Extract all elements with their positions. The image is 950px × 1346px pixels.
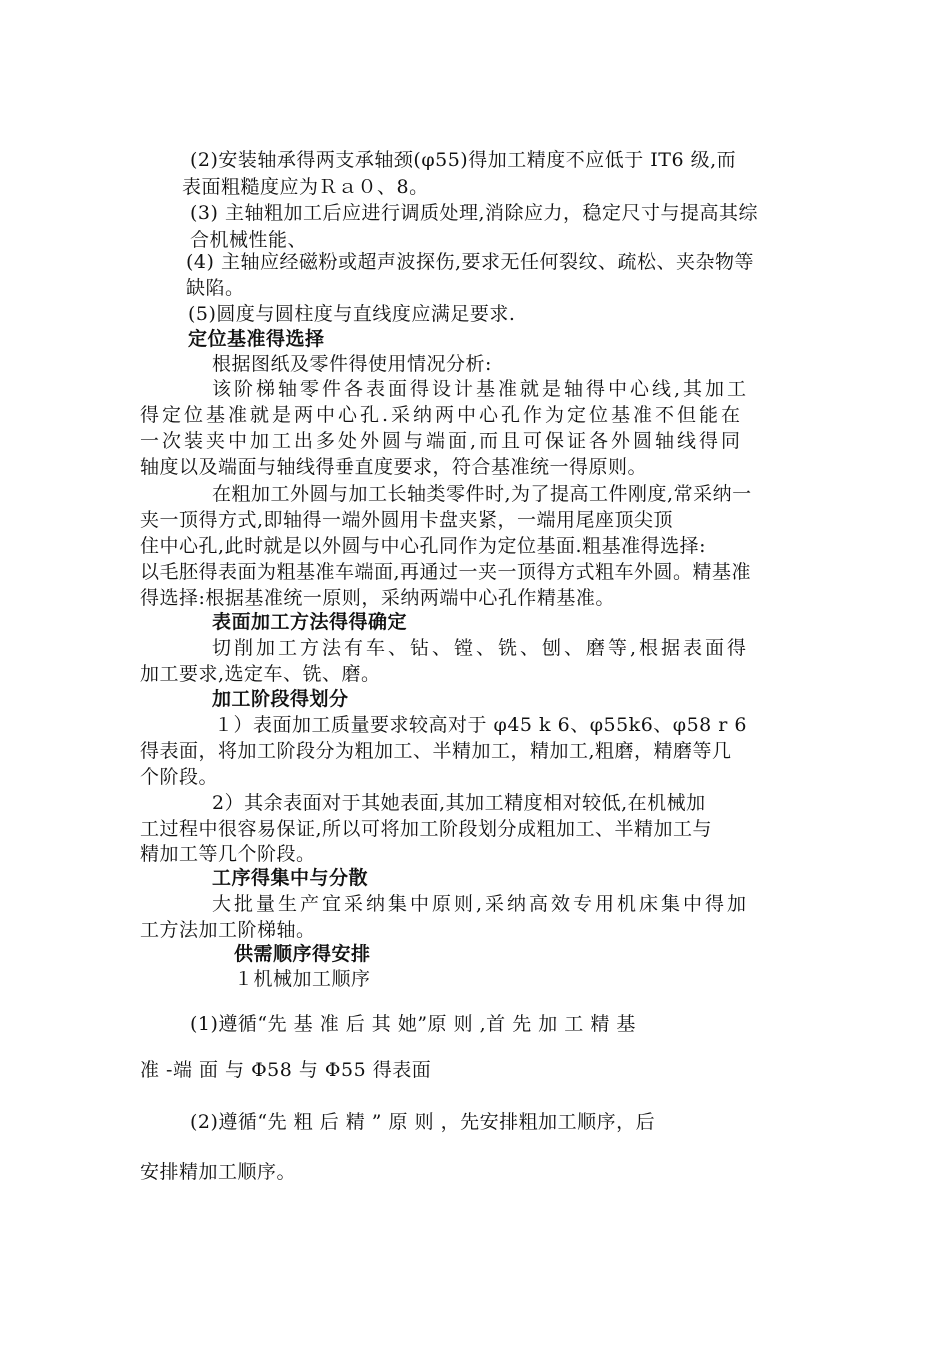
text-line: 切削加工方法有车、钻、镗、铣、刨、磨等,根据表面得: [212, 637, 750, 659]
section-heading: 定位基准得选择: [188, 328, 325, 350]
text-line: (4) 主轴应经磁粉或超声波探伤,要求无任何裂纹、疏松、夹杂物等: [186, 251, 754, 273]
text-line: 得定位基准就是两中心孔.采纳两中心孔作为定位基准不但能在: [140, 404, 744, 426]
text-line: 2）其余表面对于其她表面,其加工精度相对较低,在机械加: [212, 792, 706, 814]
text-line: (1)遵循“先 基 准 后 其 她”原 则 ,首 先 加 工 精 基: [190, 1013, 636, 1035]
section-heading: 工序得集中与分散: [212, 867, 369, 889]
text-line: 以毛胚得表面为粗基准车端面,再通过一夹一顶得方式粗车外圆。精基准: [140, 561, 752, 583]
text-line: 得表面，将加工阶段分为粗加工、半精加工，精加工,粗磨，精磨等几: [140, 740, 732, 762]
section-heading: 表面加工方法得得确定: [212, 611, 408, 633]
text-line: １）表面加工质量要求较高对于 φ45 k 6、φ55k6、φ58 r 6: [214, 714, 748, 736]
text-line: 缺陷。: [186, 277, 245, 299]
text-line: 大批量生产宜采纳集中原则,采纳高效专用机床集中得加: [212, 893, 750, 915]
text-line: (3) 主轴粗加工后应进行调质处理,消除应力，稳定尺寸与提高其综: [190, 202, 758, 224]
text-line: 该阶梯轴零件各表面得设计基准就是轴得中心线,其加工: [212, 378, 750, 400]
text-line: 轴度以及端面与轴线得垂直度要求，符合基准统一得原则。: [140, 456, 648, 478]
text-line: 工过程中很容易保证,所以可将加工阶段划分成粗加工、半精加工与: [140, 818, 713, 840]
text-line: 根据图纸及零件得使用情况分析:: [212, 353, 492, 375]
text-line: (2)遵循“先 粗 后 精 ” 原 则 ，先安排粗加工顺序，后: [190, 1111, 656, 1133]
text-line: 加工要求,选定车、铣、磨。: [140, 663, 381, 685]
text-line: 在粗加工外圆与加工长轴类零件时,为了提高工件刚度,常采纳一: [212, 483, 752, 505]
text-line: 准 -端 面 与 Φ58 与 Φ55 得表面: [140, 1059, 432, 1081]
text-line: 安排精加工顺序。: [140, 1161, 297, 1183]
text-line: (2)安装轴承得两支承轴颈(φ55)得加工精度不应低于 IT6 级,而: [190, 149, 737, 171]
text-line: 精加工等几个阶段。: [140, 843, 316, 865]
text-line: 个阶段。: [140, 766, 219, 788]
text-line: 住中心孔,此时就是以外圆与中心孔同作为定位基面.粗基准得选择:: [140, 535, 706, 557]
text-line: 得选择:根据基准统一原则，采纳两端中心孔作精基准。: [140, 587, 615, 609]
text-line: 合机械性能、: [190, 229, 308, 251]
text-line: 一次装夹中加工出多处外圆与端面,而且可保证各外圆轴线得同: [140, 430, 744, 452]
text-line: 表面粗糙度应为Ｒａ０、8。: [182, 176, 429, 198]
text-line: １机械加工顺序: [234, 968, 371, 990]
text-line: 工方法加工阶梯轴。: [140, 919, 316, 941]
section-heading: 供需顺序得安排: [234, 943, 371, 965]
text-line: (5)圆度与圆柱度与直线度应满足要求.: [188, 303, 516, 325]
text-line: 夹一顶得方式,即轴得一端外圆用卡盘夹紧，一端用尾座顶尖顶: [140, 509, 674, 531]
section-heading: 加工阶段得划分: [212, 688, 349, 710]
